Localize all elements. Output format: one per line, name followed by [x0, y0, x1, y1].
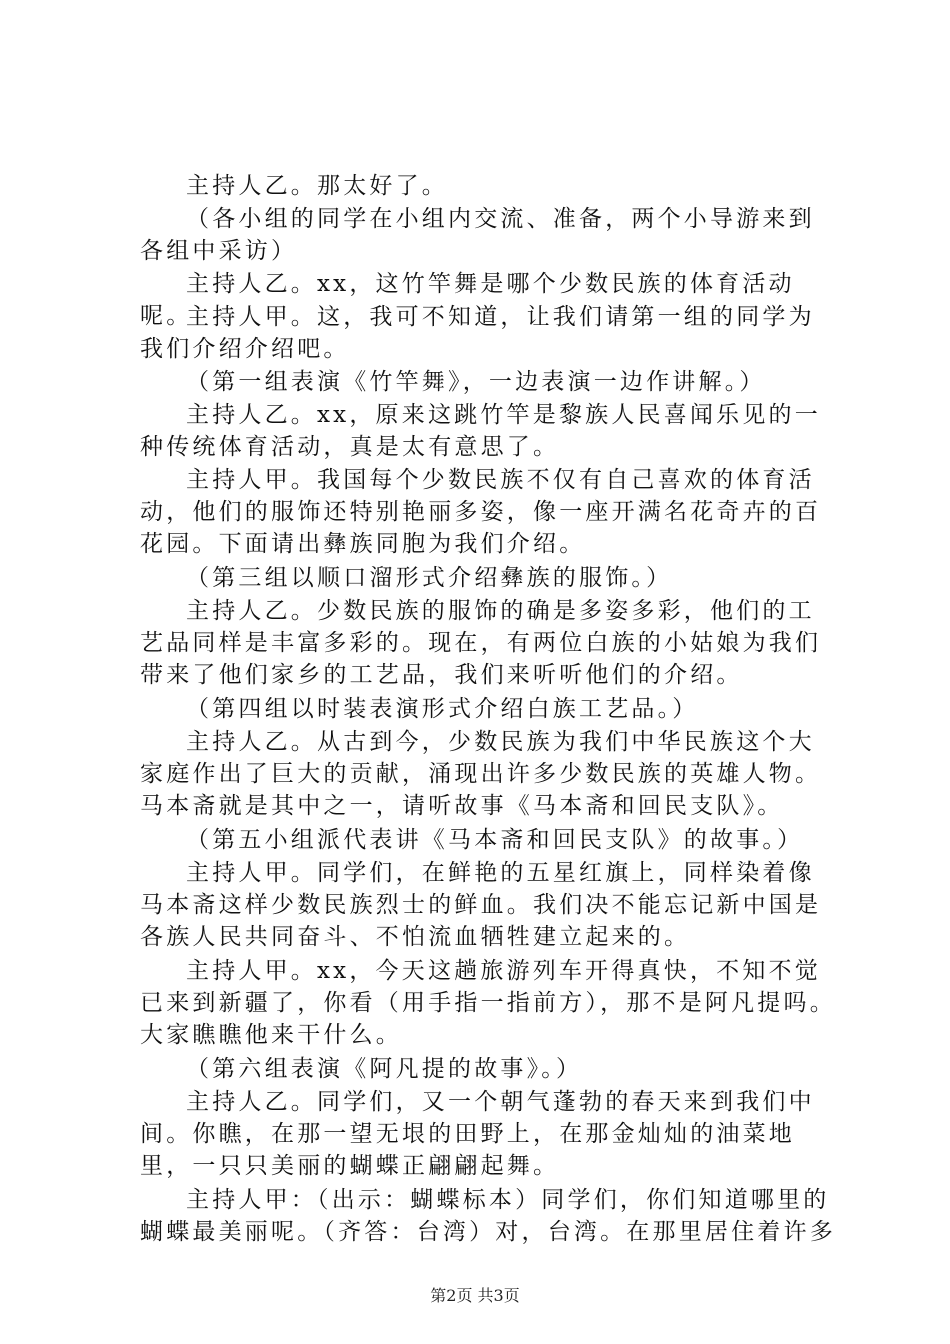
paragraph: （第一组表演《竹竿舞》，一边表演一边作讲解。）	[186, 369, 766, 395]
paragraph: 主持人甲。这，我可不知道，让我们请第一组的同学为我们介绍介绍吧。	[140, 304, 815, 362]
paragraph: （第三组以顺口溜形式介绍彝族的服饰。）	[186, 565, 673, 591]
paragraph: （第五小组派代表讲《马本斋和回民支队》的故事。）	[186, 827, 804, 853]
paragraph: 主持人乙。同学们，又一个朝气蓬勃的春天来到我们中间。你瞧，在那一望无垠的田野上，在那金灿灿的油菜地里，一只只美丽的蝴蝶正翩翩起舞。	[140, 1089, 815, 1179]
paragraph: （第四组以时装表演形式介绍白族工艺品。）	[186, 696, 699, 722]
paragraph: 主持人甲。同学们，在鲜艳的五星红旗上，同样染着像马本斋这样少数民族烈士的鲜血。我们决不能忘记新中国是各族人民共同奋斗、不怕流血牺牲建立起来的。	[140, 860, 822, 950]
paragraph: 主持人乙。少数民族的服饰的确是多姿多彩，他们的工艺品同样是丰富多彩的。现在，有两位白族的小姑娘为我们带来了他们家乡的工艺品，我们来听听他们的介绍。	[140, 598, 822, 688]
paragraph: 主持人乙。xx，原来这跳竹竿是黎族人民喜闻乐见的一种传统体育活动，真是太有意思了。	[140, 402, 821, 460]
paragraph: 主持人甲。xx，今天这趟旅游列车开得真快，不知不觉已来到新疆了，你看（用手指一指前方），那不是阿凡提吗。大家瞧瞧他来干什么。	[140, 958, 836, 1048]
paragraph: 主持人乙。那太好了。	[186, 173, 448, 199]
page-number-footer: 第2页 共3页	[430, 1286, 520, 1305]
paragraph: 主持人甲：（出示：蝴蝶标本）同学们，你们知道哪里的蝴蝶最美丽呢。（齐答：台湾）对，台湾。在那里居住着许多	[140, 1187, 836, 1245]
paragraph: （各小组的同学在小组内交流、准备，两个小导游来到各组中采访）	[140, 206, 815, 264]
paragraph: 主持人乙。xx，这竹竿舞是哪个少数民族的体育活动呢。	[140, 271, 795, 329]
paragraph: 主持人乙。从古到今，少数民族为我们中华民族这个大家庭作出了巨大的贡献，涌现出许多少数民族的英雄人物。马本斋就是其中之一，请听故事《马本斋和回民支队》。	[140, 729, 822, 819]
paragraph: （第六组表演《阿凡提的故事》。）	[186, 1056, 583, 1082]
paragraph: 主持人甲。我国每个少数民族不仅有自己喜欢的体育活动，他们的服饰还特别艳丽多姿，像一座开满名花奇卉的百花园。下面请出彝族同胞为我们介绍。	[140, 467, 822, 557]
